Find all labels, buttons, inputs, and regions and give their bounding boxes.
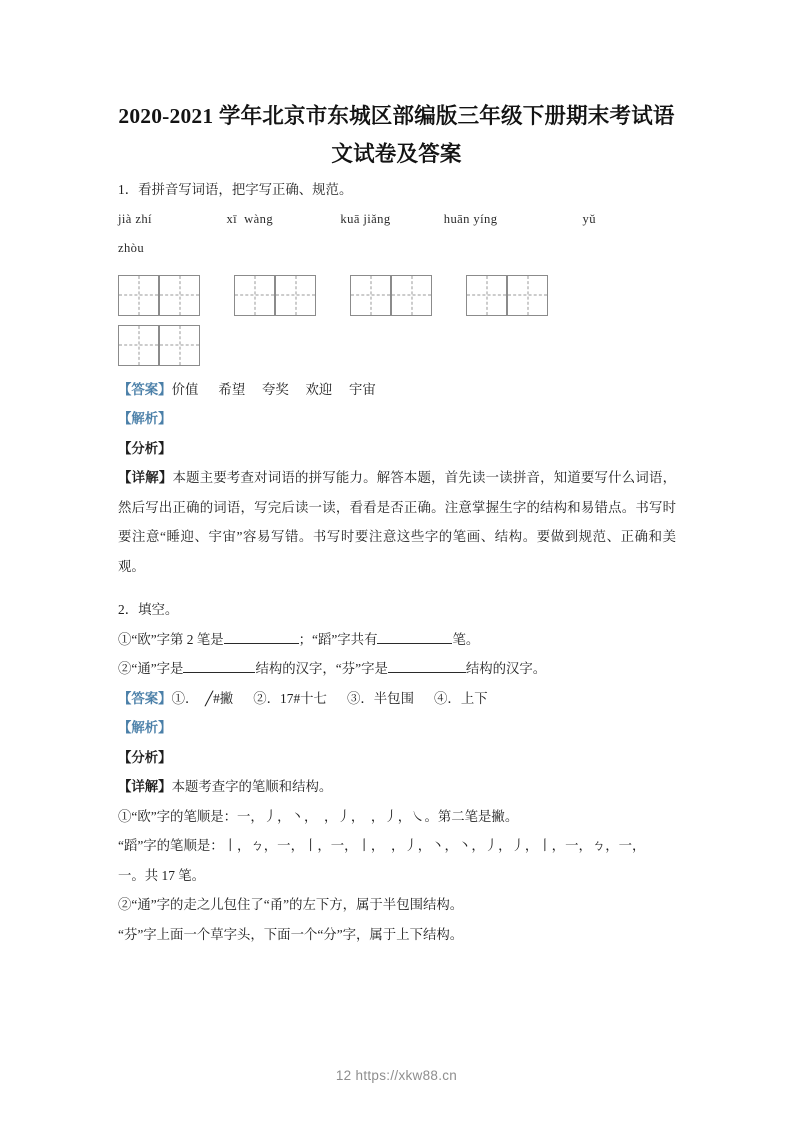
question-2-explanation-text: 本题考查字的笔顺和结构。 <box>171 779 333 794</box>
stroke-order-ou: ①“欧”字的笔顺是：一，丿，丶， ，丿， ，丿，㇏。第二笔是撇。 <box>118 808 519 824</box>
question-1-pinyin-line-2: zhòu <box>118 240 145 255</box>
page-footer: 12 https://xkw88.cn <box>335 1068 458 1083</box>
question-2-explanation <box>118 772 676 802</box>
stroke-order-dao-line-1: “蹈”字的笔顺是：丨，ㄅ，一，丨，一，丨， ，丿，丶，丶，丿，丿，丨，一，ㄅ，一， <box>118 838 646 853</box>
character-cell[interactable] <box>159 275 200 316</box>
question-1-fenxi-tag-line <box>118 434 676 464</box>
answer-tag: 【答案】 <box>118 381 172 397</box>
question-2-fenxi-tag-line <box>118 743 676 773</box>
page-title-line-1: 2020-2021 学年北京市东城区部编版三年级下册期末考试语 <box>118 104 675 128</box>
question-2-answer-line <box>118 684 676 714</box>
character-cell[interactable] <box>118 325 159 366</box>
question-2-block <box>118 595 676 949</box>
question-2-stem: 2．填空。 <box>118 602 179 617</box>
question-2-sub-2 <box>118 654 676 684</box>
question-1-answer-line <box>118 375 676 405</box>
fenxi-tag: 【分析】 <box>118 749 172 765</box>
question-2-analysis-tag-line <box>118 713 676 743</box>
structure-explanation-fen: “芬”字上面一个草字头，下面一个“分”字，属于上下结构。 <box>118 926 464 942</box>
question-2-sub-2-part-3: 结构的汉字。 <box>465 661 547 676</box>
document-body <box>118 175 676 949</box>
answer-blank-2[interactable] <box>377 630 452 644</box>
character-cell[interactable] <box>507 275 548 316</box>
answer-blank-3[interactable] <box>183 659 255 673</box>
question-2-sub-1 <box>118 625 676 655</box>
page-title-line-2: 文试卷及答案 <box>331 142 462 166</box>
word-box-huanying[interactable] <box>466 275 548 316</box>
question-2-sub-1-part-2: ；“蹈”字共有 <box>298 631 378 647</box>
character-cell[interactable] <box>234 275 275 316</box>
character-grid-row-1 <box>118 275 676 316</box>
xiangjie-tag: 【详解】 <box>118 470 173 485</box>
analysis-tag: 【解析】 <box>118 411 172 426</box>
stroke-order-dao-line-2: 一。共 17 笔。 <box>118 867 206 883</box>
question-2-sub-2-part-1: ②“通”字是 <box>118 661 184 676</box>
question-1-stem: 1．看拼音写词语，把字写正确、规范。 <box>118 182 353 197</box>
character-cell[interactable] <box>275 275 316 316</box>
answer-tag: 【答案】 <box>118 690 172 706</box>
question-2-sub-1-part-1: ①“欧”字第 2 笔是 <box>118 631 224 647</box>
character-cell[interactable] <box>466 275 507 316</box>
character-cell[interactable] <box>118 275 159 316</box>
answer-blank-1[interactable] <box>224 630 299 644</box>
question-1-pinyin-line-1: jià zhí xī wàng kuā jiǎng huān yíng yǔ <box>118 211 596 226</box>
page-title <box>0 0 793 173</box>
character-cell[interactable] <box>391 275 432 316</box>
question-2-sub-2-part-2: 结构的汉字，“芬”字是 <box>255 661 388 676</box>
word-box-yuzhou[interactable] <box>118 325 200 366</box>
character-cell[interactable] <box>350 275 391 316</box>
question-1-block <box>118 175 676 581</box>
answer-blank-4[interactable] <box>388 659 466 673</box>
word-box-xiwang[interactable] <box>234 275 316 316</box>
structure-explanation-tong: ②“通”字的走之儿包住了“甬”的左下方，属于半包围结构。 <box>118 897 464 912</box>
fenxi-tag: 【分析】 <box>118 440 172 456</box>
xiangjie-tag: 【详解】 <box>118 779 172 794</box>
question-1-answer-text: 价值 希望 夸奖 欢迎 宇宙 <box>171 381 376 397</box>
question-1-explanation-text: 本题主要考查对词语的拼写能力。解答本题，首先读一读拼音，知道要写什么词语，然后写出正确的词语，写完后读一读，看看是否正确。注意掌握生字的结构和易错点。书写时要注意“睡迎、宇宙”容易写错。书写时要注意这些字的笔画、结构。要做到规范、正确和美观。 <box>118 470 677 574</box>
question-2-answer-items: ①． ╱#撇 ②．17#十七 ③．半包围 ④．上下 <box>171 690 488 706</box>
analysis-tag: 【解析】 <box>118 720 172 735</box>
question-2-sub-1-part-3: 笔。 <box>452 631 480 647</box>
character-grid-row-2 <box>118 325 676 366</box>
question-1-explanation <box>118 463 676 581</box>
word-box-kuajiang[interactable] <box>350 275 432 316</box>
word-box-jiazhi[interactable] <box>118 275 200 316</box>
character-cell[interactable] <box>159 325 200 366</box>
question-1-analysis-tag-line <box>118 404 676 434</box>
